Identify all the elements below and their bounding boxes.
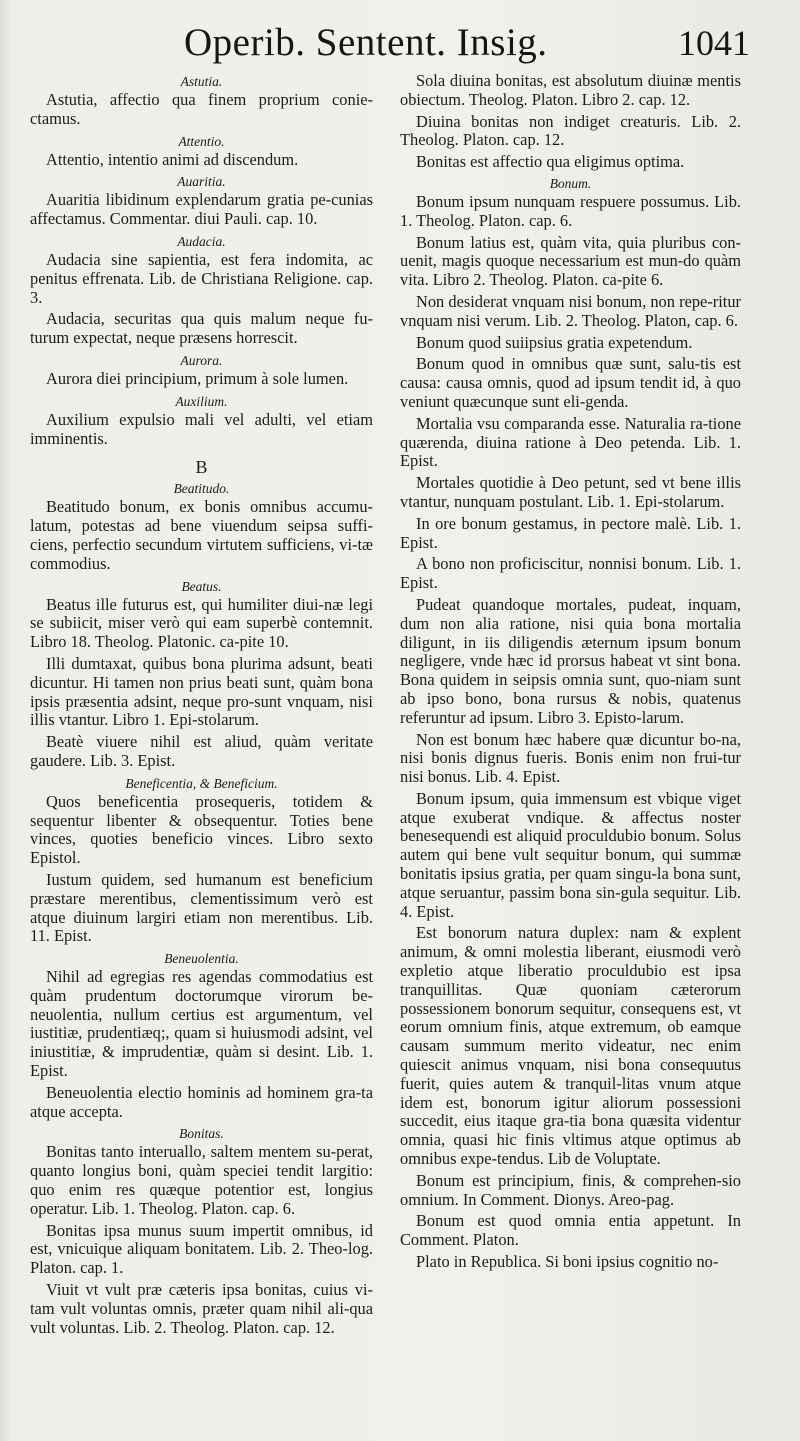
- entry-paragraph: Iustum quidem, sed humanum est beneficium præstare merentibus, clementissimum verò est atque diuinum largiri etiam non merentibus. Lib. 11. Epist.: [30, 869, 373, 946]
- entry-paragraph: Non est bonum hæc habere quæ dicuntur bo-na, nisi bonis dignus fueris. Bonis enim non frui-tur nisi bonus. Lib. 4. Epist.: [400, 729, 741, 787]
- page-header: [0, 18, 800, 70]
- entry-heading: Auxilium.: [175, 393, 228, 409]
- entry: [30, 352, 373, 389]
- entry: [30, 775, 373, 946]
- lead-paragraph: Bonitas est affectio qua eligimus optima.: [416, 152, 685, 172]
- entry-paragraph: Nihil ad egregias res agendas commodatius est quàm prudentum doctorumque virorum be-neuolentia, nullum certius est argumentum, vel iustitiæ, prudentiæq;, quam si huiusmodi adsint, vel iniustitiæ, & imprudentiæ, quàm si desint. Lib. 1. Epist.: [30, 967, 373, 1081]
- entry-paragraph: Auxilium expulsio mali vel adulti, vel etiam imminentis.: [30, 409, 373, 448]
- entry-heading: Aurora.: [180, 352, 223, 368]
- entry-heading: Auaritia.: [177, 174, 226, 190]
- entry: [30, 950, 373, 1121]
- entry-paragraph: Pudeat quandoque mortales, pudeat, inquam, dum non alia ratione, nisi quia bona mortalia diligunt, in iis diligendis æternum ipsum bonum negligere, vnde hæc id prorsus habeat vt sint bona. Bona quidem in seipsis omnia sunt, quo-niam sunt ab ipso bono, bona rursus & nobis, quatenus referuntur ad ipsum. Libro 3. Episto-larum.: [400, 594, 741, 727]
- entry-paragraph: Bonum ipsum nunquam respuere possumus. Lib. 1. Theolog. Platon. cap. 6.: [400, 191, 741, 230]
- entry-paragraph: Non desiderat vnquam nisi bonum, non repe-ritur vnquam nisi verum. Lib. 2. Theolog. Platon, cap. 6.: [400, 291, 741, 330]
- entry: [30, 393, 373, 449]
- entry-paragraph: Viuit vt vult præ cæteris ipsa bonitas, cuius vi-tam vult voluntas omnis, præter quam nihil ali-qua vult voluntas. Lib. 2. Theolog. Platon. cap. 12.: [30, 1280, 373, 1337]
- entry-paragraph: Beneuolentia electio hominis ad hominem gra-ta atque accepta.: [30, 1082, 373, 1121]
- section-letter: B: [195, 457, 208, 478]
- entry-paragraph: Bonum ipsum, quia immensum est vbique viget atque exuberat vndique. & affectus noster benesequendi est aliquid proculdubio bonum. Solus autem qui bene vult sequitur bonum, qui summæ bonitatis ipsius gratia, per quam singu-la bona sunt, atque seruantur, passim bona sin-gula sequitur. Lib. 4. Epist.: [400, 788, 741, 921]
- entry-paragraph: Bonitas ipsa munus suum impertit omnibus, id est, vnicuique aliquam bonitatem. Lib. 2. Theo-log. Platon. cap. 1.: [30, 1220, 373, 1278]
- entry-heading: Beneficentia, & Beneficium.: [125, 775, 278, 791]
- entry-paragraph: Auaritia libidinum explendarum gratia pe-cunias affectamus. Commentar. diui Pauli. cap. 10.: [30, 190, 373, 229]
- entry-heading: Bonum.: [549, 175, 592, 191]
- entry-paragraph: Quos beneficentia prosequeris, totidem & sequentur libenter & obsequentur. Toties bene vinces, quoties beneficio vinces. Libro sexto Epistol.: [30, 791, 373, 868]
- entry-paragraph: Audacia sine sapientia, est fera indomita, ac penitus effrenata. Lib. de Christiana Religione. cap. 3.: [30, 249, 373, 307]
- entry-paragraph: Illi dumtaxat, quibus bona plurima adsunt, beati dicuntur. Hi tamen non prius beati sunt, quàm bona ipsis præsentia adsint, neque pro-sunt vnquam, nisi illis vtantur. Libro 1. Epi-stolarum.: [30, 653, 373, 730]
- lead-paragraph: Sola diuina bonitas, est absolutum diuinæ mentis obiectum. Theolog. Platon. Libro 2. cap. 12.: [400, 71, 741, 109]
- right-entries: [400, 175, 741, 1272]
- entry-heading: Beneuolentia.: [164, 951, 239, 967]
- entry-paragraph: Beatitudo bonum, ex bonis omnibus accumu-latum, potestas ad bene viuendum seipsa suffi-ciens, perfectio secundum virtutem sufficiens, vi-tæ commodius.: [30, 497, 373, 573]
- entry: [30, 133, 373, 170]
- entry-heading: Audacia.: [177, 233, 226, 249]
- lead-paragraph: Diuina bonitas non indiget creaturis. Lib. 2. Theolog. Platon. cap. 12.: [400, 111, 741, 150]
- entry-paragraph: In ore bonum gestamus, in pectore malè. Lib. 1. Epist.: [400, 513, 741, 552]
- entry-heading: Astutia.: [180, 74, 223, 89]
- left-entries-b: [30, 480, 373, 1337]
- entry-paragraph: Bonum quod in omnibus quæ sunt, salu-tis est causa: causa omnis, quod ad ipsum tendit id, à quo veniunt quæcunque sunt eli-genda.: [400, 354, 741, 411]
- entry-paragraph: Mortales quotidie à Deo petunt, sed vt bene illis vtantur, nunquam postulant. Lib. 1. Epi-stolarum.: [400, 473, 741, 511]
- entry-paragraph: A bono non proficiscitur, nonnisi bonum. Lib. 1. Epist.: [400, 554, 741, 593]
- entry: [30, 73, 373, 129]
- entry-paragraph: Audacia, securitas qua quis malum neque fu-turum expectat, neque præsens horrescit.: [30, 309, 373, 348]
- entry-paragraph: Bonum quod suiipsius gratia expetendum.: [416, 332, 693, 352]
- entry: [30, 480, 373, 573]
- entry-paragraph: Bonum est quod omnia entia appetunt. In Comment. Platon.: [400, 1211, 741, 1250]
- entry-paragraph: Plato in Republica. Si boni ipsius cognitio no-: [416, 1252, 719, 1272]
- entry-paragraph: Mortalia vsu comparanda esse. Naturalia ra-tione quærenda, diuina ratione à Deo petenda. Lib. 1. Epist.: [400, 413, 741, 471]
- entry-paragraph: Astutia, affectio qua finem proprium conie-ctamus.: [30, 90, 373, 128]
- entry: [400, 175, 741, 1272]
- entry-paragraph: Beatus ille futurus est, qui humiliter diui-næ legi se subiicit, miser verò qui eam superbè contemnit. Libro 18. Theolog. Platonic. ca-pite 10.: [30, 594, 373, 652]
- entry-heading: Beatus.: [181, 578, 222, 594]
- entry-heading: Attentio.: [178, 133, 225, 149]
- entry-paragraph: Est bonorum natura duplex: nam & explent animum, & omni molestia liberant, eiusmodi verò expletio atque liberatio proculdubio est ipsa tranquillitas. Quæ quoniam cæterorum possessionem bonorum sequitur, consequens est, vt eorum omnium finis, atque extremum, ob eamque causam summum merito videatur, nec enim quiescit animus vnquam, nisi bona consequutus fuerit, quies autem & tranquil-litas vnum atque idem est, bonorum igitur aliorum possessioni succedit, eius itaque gra-tia bona quæsita videntur omnia, quasi hic finis vltimus atque optimus ab omnibus expe-tendus. Lib de Voluptate.: [400, 923, 741, 1169]
- entry-paragraph: Attentio, intentio animi ad discendum.: [46, 149, 299, 169]
- entry: [30, 233, 373, 348]
- entry-heading: Beatitudo.: [173, 481, 230, 497]
- entry-paragraph: Aurora diei principium, primum à sole lumen.: [46, 368, 349, 388]
- page-number: 1041: [678, 23, 750, 63]
- right-lead-paragraphs: [400, 72, 741, 172]
- left-column: [30, 72, 373, 1341]
- entry-paragraph: Bonum latius est, quàm vita, quia pluribus con-uenit, magis quoque necessarium est mun-do quàm vita. Libro 2. Theolog. Platon. ca-pite 6.: [400, 232, 741, 290]
- entry-heading: Bonitas.: [179, 1126, 224, 1142]
- entry: [30, 578, 373, 771]
- left-entries-a: [30, 73, 373, 448]
- right-column: [400, 72, 741, 1276]
- entry-paragraph: Bonum est principium, finis, & comprehen-sio omnium. In Comment. Dionys. Areo-pag.: [400, 1170, 741, 1209]
- entry: [30, 1125, 373, 1337]
- entry: [30, 173, 373, 229]
- entry-paragraph: Bonitas tanto interuallo, saltem mentem su-perat, quanto longius boni, quàm speciei tendit largitio: quo enim res quæque potentior est, longius operatur. Lib. 1. Theolog. Platon. cap. 6.: [30, 1142, 373, 1218]
- entry-paragraph: Beatè viuere nihil est aliud, quàm veritate gaudere. Lib. 3. Epist.: [30, 732, 373, 770]
- running-title: Operib. Sentent. Insig.: [184, 21, 548, 64]
